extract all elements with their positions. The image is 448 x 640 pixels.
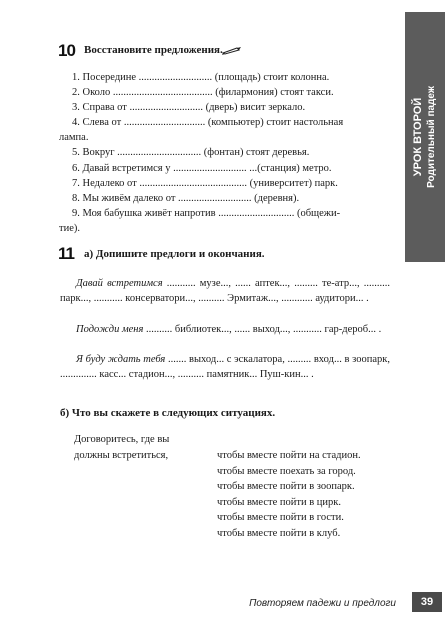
situations-list [217, 448, 361, 541]
list-item: 6. Давай встретимся у ............................ ...(станция) метро. [72, 162, 332, 174]
exercise-11-part-b-title: б) Что вы скажете в следующих ситуациях. [60, 407, 276, 419]
exercise-10-number: 10 [58, 41, 75, 60]
list-item: 4. Слева от ............................... (компьютер) стоит настольная [72, 117, 344, 129]
list-item: чтобы вместе пойти в цирк. [217, 496, 342, 508]
exercise-11-number: 11 [58, 244, 74, 263]
exercise-11-paragraph-1: Давай встретимся ........... музе..., ...... аптек..., ......... те-атр..., .......... парк..., ........... консерватори..., .......... Эрмитаж..., ............ аудитори... . [60, 278, 390, 305]
list-item: чтобы вместе пойти в зоопарк. [217, 481, 355, 492]
pencil-icon [222, 46, 242, 55]
exercise-10-title: Восстановите предложения. [84, 44, 223, 56]
list-item-continuation: лампа. [59, 132, 89, 144]
list-item: 8. Мы живём далеко от ............................ (деревня). [72, 192, 300, 204]
list-item: чтобы вместе пойти в гости. [217, 512, 344, 523]
situations-prompt [74, 432, 169, 463]
list-item: 1. Посередине ............................ (площадь) стоит колонна. [72, 72, 330, 83]
chapter-label-text [412, 86, 438, 188]
exercise-11-paragraph-3: Я буду ждать тебя ....... выход... с эскалатора, ......... вход... в зоопарк, .............. касс... стадион..., .......... памятник... Пуш-кин... . [60, 354, 391, 381]
list-item-continuation: тие). [59, 222, 80, 234]
list-item: 7. Недалеко от ......................................... (университет) парк. [72, 177, 338, 189]
prompt-line: Договоритесь, где вы [74, 434, 170, 445]
list-item: чтобы вместе поехать за город. [217, 465, 356, 477]
running-footer: Повторяем падежи и предлоги [249, 598, 396, 609]
chapter-title: УРОК ВТОРОЙ [412, 97, 424, 177]
exercise-11-paragraph-2: Подожди меня .......... библиотек..., ...... выход..., ........... гар-дероб... . [76, 324, 382, 335]
list-item: 9. Моя бабушка живёт напротив ............................. (общежи- [72, 207, 341, 219]
page-number: 39 [412, 592, 442, 612]
exercise-11-part-a-title: а) Допишите предлоги и окончания. [84, 248, 265, 260]
prompt-line: должны встретиться, [74, 449, 169, 461]
chapter-side-tab [404, 0, 448, 640]
chapter-label-box [405, 12, 445, 262]
list-item: 3. Справа от ............................ (дверь) висит зеркало. [72, 102, 306, 114]
list-item: чтобы вместе пойти на стадион. [217, 450, 361, 461]
list-item: 2. Около ...................................... (филармония) стоят такси. [72, 87, 334, 99]
list-item: чтобы вместе пойти в клуб. [217, 527, 341, 539]
exercise-10-list [59, 70, 392, 236]
chapter-subtitle: Родительный падеж [426, 86, 437, 188]
list-item: 5. Вокруг ................................ (фонтан) стоят деревья. [72, 147, 310, 159]
